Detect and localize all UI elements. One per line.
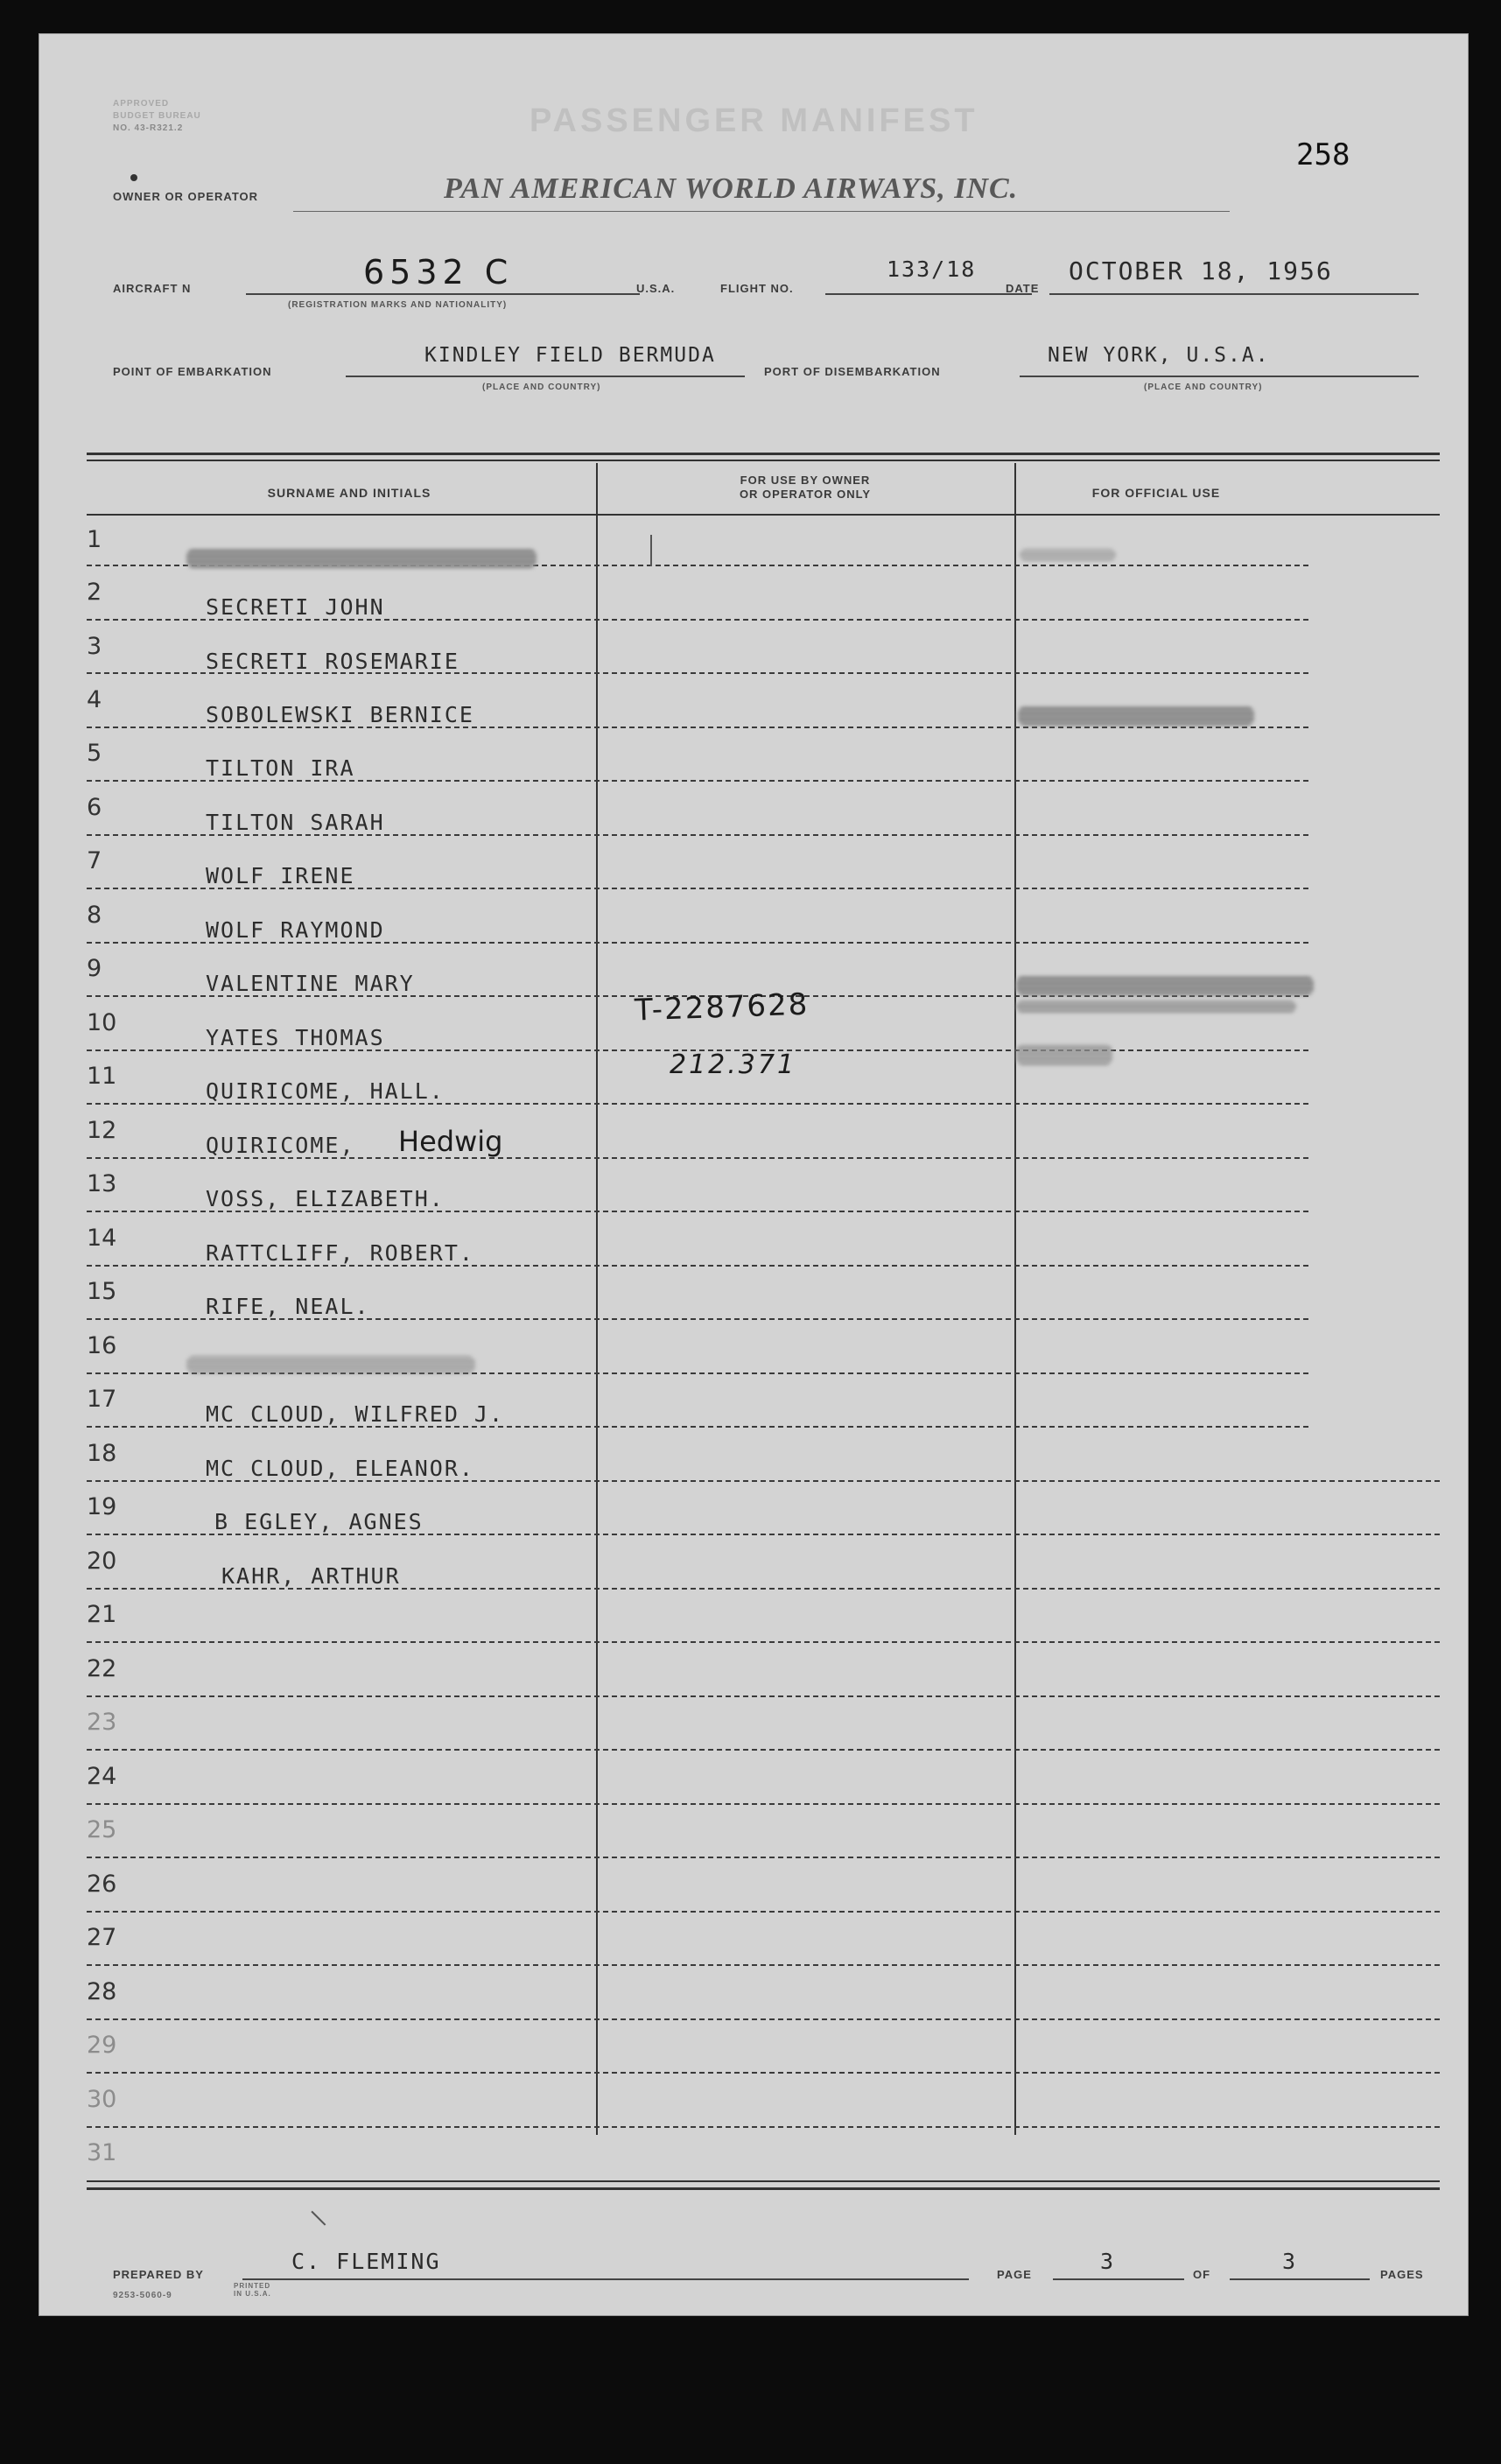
redacted-official-1 [1020,549,1116,561]
passenger-name: QUIRICOME, HALL. [206,1078,445,1104]
col-head-owner-1: FOR USE BY OWNER [740,474,871,487]
form-code: 9253-5060-9 [113,2291,172,2300]
row-number: 12 [87,1117,117,1144]
row-number: 3 [87,633,102,660]
redacted-name-16 [186,1356,475,1373]
row-number: 28 [87,1978,117,2005]
row-number: 18 [87,1440,117,1467]
passenger-name: VOSS, ELIZABETH. [206,1186,445,1211]
row-number: 13 [87,1170,117,1197]
row-number: 25 [87,1816,117,1843]
of-value: 3 [1282,2249,1298,2274]
form-approval-2: BUDGET BUREAU [113,111,201,121]
embark-underline [346,376,745,377]
disembark-underline [1020,376,1419,377]
col-divider-2 [1014,463,1016,2135]
flight-value: 133/18 [887,256,977,282]
passenger-name: TILTON IRA [206,755,355,781]
table-bottom-rule [87,2180,1440,2182]
col-head-names: SURNAME AND INITIALS [267,486,431,500]
row-number: 5 [87,740,102,767]
row-rule [87,2018,1440,2020]
passenger-name: MC CLOUD, ELEANOR. [206,1456,474,1481]
page-value: 3 [1100,2249,1116,2274]
pencil-mark [650,535,652,566]
row-number: 15 [87,1278,117,1305]
aircraft-sub: (REGISTRATION MARKS AND NATIONALITY) [288,300,508,310]
header-rule [87,514,1440,516]
row-number: 30 [87,2086,117,2113]
flight-underline [825,293,1032,295]
aircraft-label: AIRCRAFT N [113,282,192,295]
owner-value: PAN AMERICAN WORLD AIRWAYS, INC. [444,172,1019,205]
row-number: 27 [87,1924,117,1951]
disembark-sub: (PLACE AND COUNTRY) [1144,383,1263,392]
row-number: 8 [87,902,102,929]
row-rule [87,2072,1440,2074]
handwritten-first-name: Hedwig [398,1125,503,1158]
row-rule [87,1964,1440,1966]
disembark-label: PORT OF DISEMBARKATION [764,365,941,378]
page-label: PAGE [997,2268,1032,2281]
table-bottom-rule-2 [87,2187,1440,2190]
passenger-name: VALENTINE MARY [206,971,415,996]
col-divider-1 [596,463,598,2135]
row-number: 9 [87,955,102,982]
pencil-scribble [311,2186,350,2225]
passenger-name: SECRETI ROSEMARIE [206,649,459,674]
owner-label: OWNER OR OPERATOR [113,190,259,203]
redacted-official-9b [1016,1000,1296,1013]
date-label: DATE [1006,282,1040,295]
page-stamp: 258 [1296,137,1350,172]
table-top-rule [87,453,1440,455]
usa-label: U.S.A. [636,282,676,295]
ink-dot [130,174,137,181]
passenger-name: KAHR, ARTHUR [221,1563,401,1589]
passenger-name: B EGLEY, AGNES [214,1509,424,1534]
of-underline [1230,2278,1370,2280]
row-rule [87,1857,1440,1858]
col-head-official: FOR OFFICIAL USE [1091,486,1221,500]
row-number: 21 [87,1601,117,1628]
passenger-name: RATTCLIFF, ROBERT. [206,1240,474,1266]
row-rule [87,1911,1440,1913]
row-number: 24 [87,1763,117,1790]
row-rule [87,1803,1440,1805]
disembark-value: NEW YORK, U.S.A. [1048,344,1270,367]
flight-label: FLIGHT NO. [720,282,794,295]
form-title: PASSENGER MANIFEST [530,102,978,139]
owner-note-number: 212.371 [670,1049,797,1080]
form-approval-3: NO. 43-R321.2 [113,123,184,133]
row-number: 4 [87,686,102,713]
row-number: 1 [87,526,102,553]
redacted-official-10 [1016,1044,1112,1065]
row-number: 20 [87,1548,117,1575]
row-number: 16 [87,1332,117,1359]
date-underline [1049,293,1419,295]
pages-label: PAGES [1380,2268,1424,2281]
redacted-name-1 [186,549,537,568]
embark-label: POINT OF EMBARKATION [113,365,272,378]
row-number: 11 [87,1063,117,1090]
table-top-rule-2 [87,460,1440,461]
prepared-underline [242,2278,969,2280]
row-rule [87,1749,1440,1751]
redacted-official-4 [1018,706,1254,726]
row-rule [87,1695,1440,1697]
row-number: 19 [87,1493,117,1520]
passenger-name: YATES THOMAS [206,1025,385,1050]
embark-value: KINDLEY FIELD BERMUDA [424,344,716,367]
row-rule [87,1641,1440,1643]
prepared-label: PREPARED BY [113,2268,204,2281]
prepared-value: C. FLEMING [291,2249,441,2274]
row-number: 14 [87,1225,117,1252]
aircraft-value: 6532 C [363,253,514,291]
passenger-name: WOLF IRENE [206,863,355,888]
aircraft-underline [246,293,640,295]
passenger-name: QUIRICOME, [206,1133,355,1158]
col-head-owner-2: OR OPERATOR ONLY [739,488,872,501]
passenger-name: MC CLOUD, WILFRED J. [206,1401,505,1427]
row-number: 17 [87,1386,117,1413]
row-number: 2 [87,579,102,606]
of-label: OF [1193,2268,1211,2281]
owner-note-ticket: T-2287628 [634,986,810,1028]
manifest-page [39,33,1469,2316]
row-number: 23 [87,1709,117,1736]
embark-sub: (PLACE AND COUNTRY) [482,383,601,392]
printer-mark: PRINTED IN U.S.A. [234,2282,271,2298]
redacted-official-9a [1016,976,1314,995]
row-number: 22 [87,1655,117,1682]
form-approval: APPROVED [113,99,170,109]
date-value: OCTOBER 18, 1956 [1069,256,1333,285]
row-number: 6 [87,794,102,821]
row-number: 7 [87,847,102,874]
passenger-name: RIFE, NEAL. [206,1294,370,1319]
row-rule [87,2126,1440,2128]
row-number: 31 [87,2139,117,2166]
passenger-name: SOBOLEWSKI BERNICE [206,702,474,727]
page-underline [1053,2278,1184,2280]
passenger-name: SECRETI JOHN [206,594,385,620]
owner-underline [293,211,1230,212]
row-number: 29 [87,2032,117,2059]
passenger-name: TILTON SARAH [206,810,385,835]
row-number: 10 [87,1009,117,1036]
row-number: 26 [87,1871,117,1898]
passenger-name: WOLF RAYMOND [206,917,385,943]
